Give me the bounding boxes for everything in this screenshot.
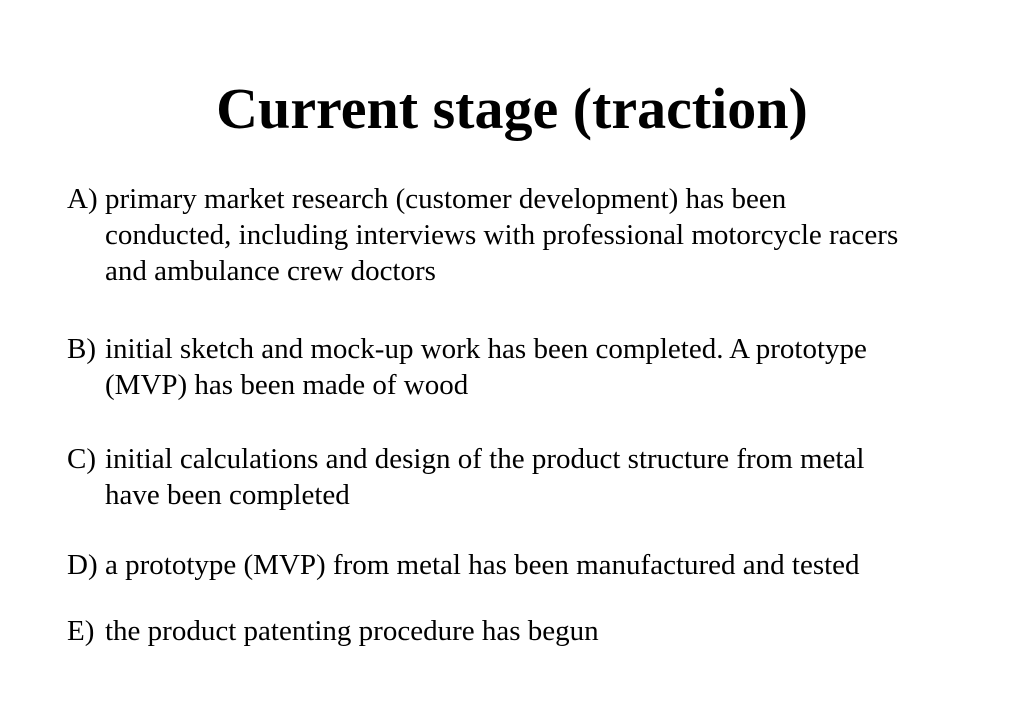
list-item-e-line-1 [67,613,987,649]
item-text: initial calculations and design of the product structure from metal [105,443,865,475]
list-item-b [67,331,987,403]
list-item-b-line-2: (MVP) has been made of wood [105,369,469,401]
list-item-b-line-1 [67,331,987,367]
list-item-c [67,441,987,513]
list-item-c-line-1 [67,441,987,477]
slide-title: Current stage (traction) [216,76,808,141]
item-text: primary market research (customer development) has been [105,183,787,215]
slide-body [67,181,987,649]
item-text: a prototype (MVP) from metal has been manufactured and tested [105,549,860,581]
list-item-a [67,181,987,289]
item-text: initial sketch and mock-up work has been completed. A prototype [105,333,867,365]
item-label: A) [67,183,98,215]
list-item-c-line-2: have been completed [105,479,350,511]
list-item-a-line-2: conducted, including interviews with professional motorcycle racers [105,219,899,251]
item-label: C) [67,443,96,475]
list-item-a-line-1 [67,181,987,217]
item-label: B) [67,333,96,365]
item-label: E) [67,615,95,647]
list-item-d [67,547,987,583]
list-item-d-line-1 [67,547,987,583]
item-text: the product patenting procedure has begun [105,615,599,647]
list-item-a-line-3: and ambulance crew doctors [105,255,436,287]
item-label: D) [67,549,98,581]
list-item-e [67,613,987,649]
